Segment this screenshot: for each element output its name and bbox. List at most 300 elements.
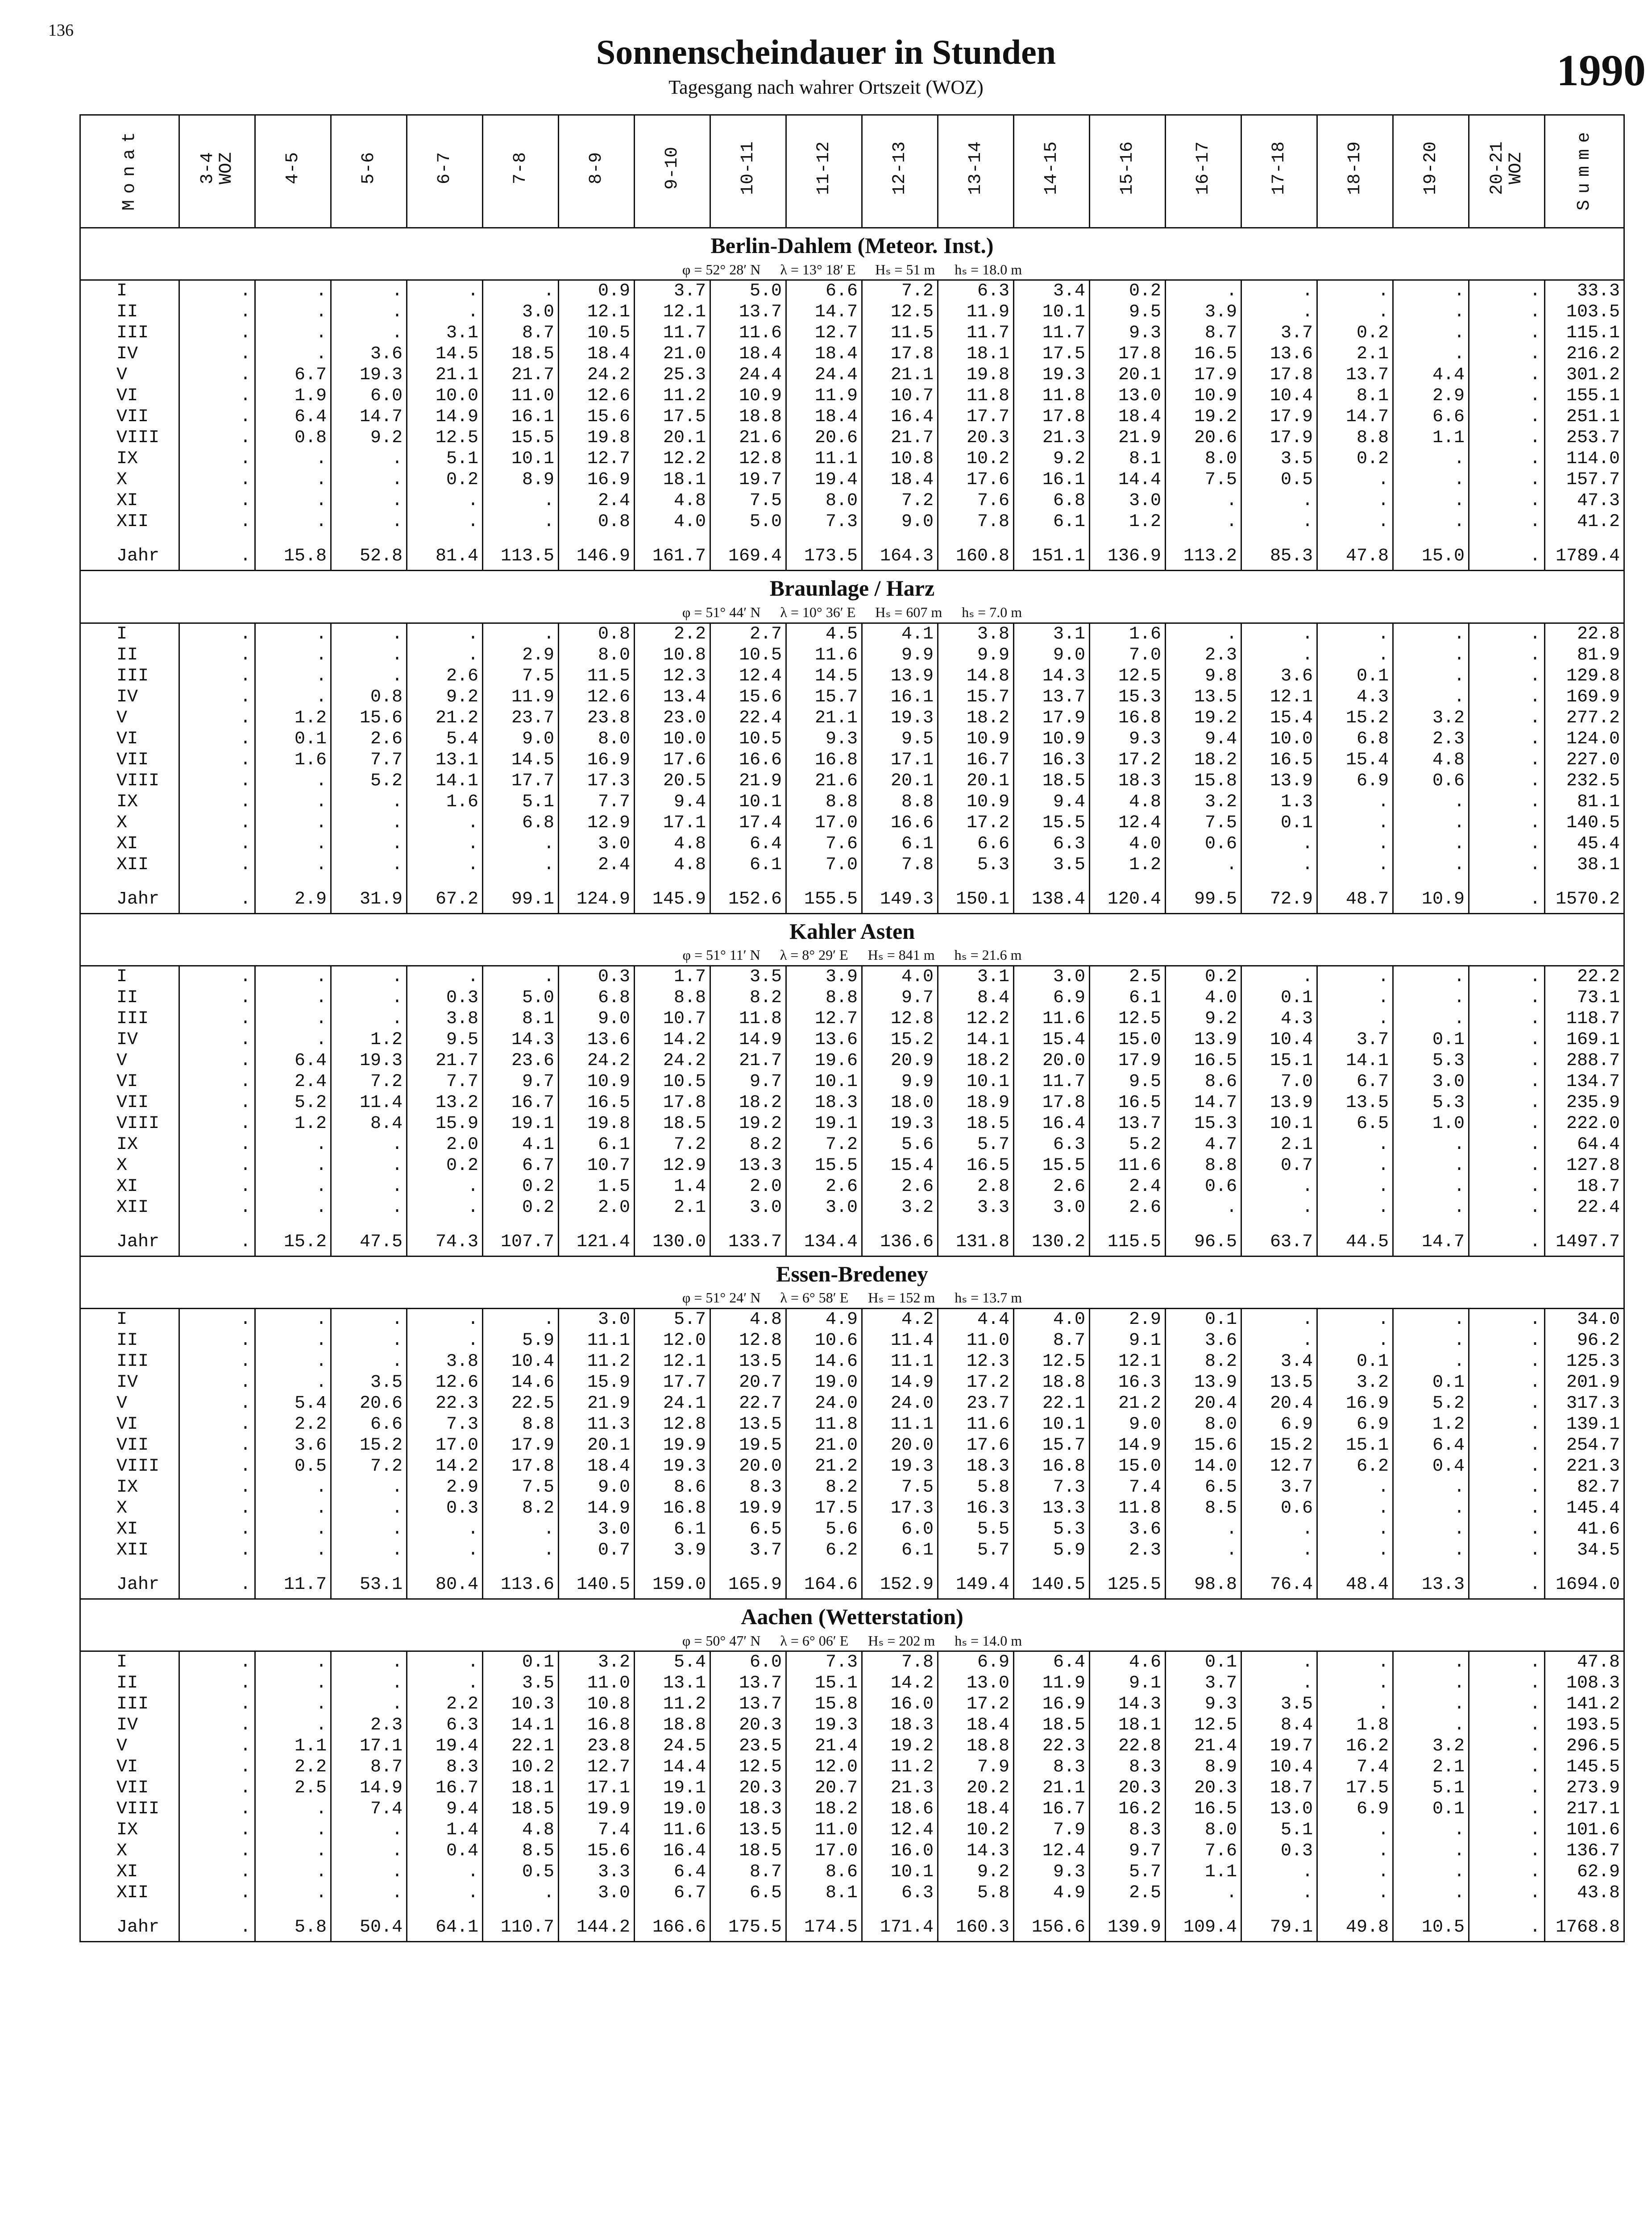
hour-cell: 3.0 bbox=[1090, 490, 1166, 511]
hour-cell: . bbox=[1469, 645, 1545, 666]
month-label: IX bbox=[80, 448, 179, 469]
hour-cell: 15.6 bbox=[1166, 1435, 1241, 1456]
hour-cell: 6.1 bbox=[559, 1134, 635, 1155]
hour-cell: 72.9 bbox=[1241, 886, 1317, 914]
hour-cell: . bbox=[179, 344, 255, 365]
hour-cell: 155.5 bbox=[786, 886, 862, 914]
hour-cell: 5.1 bbox=[1393, 1778, 1469, 1799]
hour-cell: 5.6 bbox=[862, 1134, 938, 1155]
hour-cell: . bbox=[483, 1519, 559, 1540]
hour-cell: 11.0 bbox=[559, 1673, 635, 1694]
spacer-cell bbox=[786, 532, 862, 543]
sum-cell: 227.0 bbox=[1545, 750, 1624, 771]
hour-cell: 31.9 bbox=[331, 886, 407, 914]
hour-cell: 8.4 bbox=[331, 1113, 407, 1134]
hour-cell: . bbox=[255, 1519, 331, 1540]
hour-cell: 18.5 bbox=[483, 344, 559, 365]
hour-cell: 11.6 bbox=[710, 323, 786, 344]
hour-cell: 9.3 bbox=[1090, 323, 1166, 344]
hour-cell: . bbox=[1393, 792, 1469, 813]
hour-cell: . bbox=[331, 1330, 407, 1351]
hour-cell: 15.4 bbox=[1014, 1029, 1090, 1050]
hour-cell: . bbox=[1469, 1540, 1545, 1561]
spacer-cell bbox=[1545, 1218, 1624, 1229]
hour-cell: 3.7 bbox=[1317, 1029, 1393, 1050]
month-row bbox=[80, 623, 1624, 645]
month-row bbox=[80, 1540, 1624, 1561]
hour-cell: . bbox=[1469, 1330, 1545, 1351]
hour-cell: 5.9 bbox=[1014, 1540, 1090, 1561]
hour-cell: 9.5 bbox=[862, 729, 938, 750]
sum-cell: 140.5 bbox=[1545, 813, 1624, 834]
hour-cell: 16.0 bbox=[862, 1694, 938, 1715]
hour-cell: 1.1 bbox=[1393, 427, 1469, 448]
sum-cell: 134.7 bbox=[1545, 1071, 1624, 1092]
station-lat: φ = 52° 28′ N bbox=[682, 261, 761, 278]
month-label: X bbox=[80, 813, 179, 834]
hour-cell: 140.5 bbox=[559, 1572, 635, 1599]
hour-cell: 13.5 bbox=[710, 1820, 786, 1841]
month-label: I bbox=[80, 1651, 179, 1673]
hour-cell: 15.7 bbox=[786, 687, 862, 708]
sum-cell: 129.8 bbox=[1545, 666, 1624, 687]
station-name: Berlin-Dahlem (Meteor. Inst.) bbox=[710, 233, 994, 258]
hour-cell: 13.5 bbox=[710, 1351, 786, 1372]
hour-cell: . bbox=[179, 302, 255, 323]
hour-cell: . bbox=[1166, 490, 1241, 511]
hour-cell: 22.3 bbox=[1014, 1736, 1090, 1757]
hour-cell: 17.5 bbox=[1317, 1778, 1393, 1799]
hour-cell: 17.3 bbox=[559, 771, 635, 792]
hour-cell: . bbox=[1317, 469, 1393, 490]
hour-cell: . bbox=[255, 302, 331, 323]
hour-cell: 11.2 bbox=[862, 1757, 938, 1778]
hour-cell: . bbox=[1469, 490, 1545, 511]
hour-cell: 4.8 bbox=[635, 834, 710, 854]
hour-cell: 24.2 bbox=[559, 1050, 635, 1071]
spacer-cell bbox=[1469, 1218, 1545, 1229]
hour-cell: . bbox=[1317, 511, 1393, 532]
hour-cell: 12.7 bbox=[786, 1008, 862, 1029]
hour-cell: . bbox=[179, 365, 255, 386]
jahr-label: Jahr bbox=[80, 1914, 179, 1942]
hour-cell: 2.9 bbox=[1090, 1309, 1166, 1331]
hour-cell: 9.5 bbox=[1090, 302, 1166, 323]
hour-cell: . bbox=[179, 1008, 255, 1029]
hour-cell: 8.6 bbox=[635, 1477, 710, 1498]
hour-cell: 10.3 bbox=[483, 1694, 559, 1715]
sum-cell: 254.7 bbox=[1545, 1435, 1624, 1456]
hour-cell: . bbox=[1469, 323, 1545, 344]
spacer-cell bbox=[635, 875, 710, 886]
hour-cell: . bbox=[1317, 1477, 1393, 1498]
hour-cell: 20.1 bbox=[862, 771, 938, 792]
hour-cell: . bbox=[1469, 1351, 1545, 1372]
hour-cell: 17.2 bbox=[938, 1694, 1014, 1715]
station-name: Kahler Asten bbox=[789, 918, 915, 944]
hour-cell: 0.6 bbox=[1166, 834, 1241, 854]
hour-cell: 3.1 bbox=[1014, 623, 1090, 645]
jahr-label: Jahr bbox=[80, 1572, 179, 1599]
hour-cell: 19.3 bbox=[862, 1113, 938, 1134]
hour-cell: . bbox=[255, 1309, 331, 1331]
hour-cell: 0.4 bbox=[407, 1841, 483, 1862]
hour-cell: 6.6 bbox=[331, 1414, 407, 1435]
hour-cell: . bbox=[255, 1651, 331, 1673]
hour-cell: 23.8 bbox=[559, 1736, 635, 1757]
spacer-cell bbox=[862, 1561, 938, 1572]
hour-cell: 6.9 bbox=[1317, 1414, 1393, 1435]
col-header-label: 17-18 bbox=[1269, 141, 1289, 195]
hour-cell: 18.3 bbox=[710, 1799, 786, 1820]
hour-cell: 47.8 bbox=[1317, 543, 1393, 571]
month-label: III bbox=[80, 1008, 179, 1029]
hour-cell: 10.5 bbox=[559, 323, 635, 344]
hour-cell: . bbox=[1393, 1651, 1469, 1673]
hour-cell: 0.2 bbox=[407, 469, 483, 490]
hour-cell: 15.0 bbox=[1090, 1029, 1166, 1050]
hour-cell: 18.1 bbox=[1090, 1715, 1166, 1736]
col-header-hour bbox=[1317, 115, 1393, 228]
spacer-cell bbox=[1393, 1903, 1469, 1914]
month-row bbox=[80, 1694, 1624, 1715]
hour-cell: 21.7 bbox=[407, 1050, 483, 1071]
hour-cell: . bbox=[1317, 1330, 1393, 1351]
hour-cell: . bbox=[1393, 666, 1469, 687]
hour-cell: 18.4 bbox=[938, 1715, 1014, 1736]
hour-cell: 14.9 bbox=[331, 1778, 407, 1799]
hour-cell: . bbox=[1241, 966, 1317, 987]
hour-cell: 1.2 bbox=[1393, 1414, 1469, 1435]
month-label: VIII bbox=[80, 1799, 179, 1820]
hour-cell: 107.7 bbox=[483, 1229, 559, 1256]
hour-cell: . bbox=[1393, 323, 1469, 344]
hour-cell: 15.6 bbox=[710, 687, 786, 708]
hour-cell: . bbox=[1241, 1673, 1317, 1694]
hour-cell: 2.1 bbox=[1317, 344, 1393, 365]
sum-cell: 169.9 bbox=[1545, 687, 1624, 708]
hour-cell: 0.2 bbox=[1317, 323, 1393, 344]
hour-cell: 18.2 bbox=[938, 1050, 1014, 1071]
hour-cell: 15.7 bbox=[1014, 1435, 1090, 1456]
hour-cell: 8.0 bbox=[559, 729, 635, 750]
hour-cell: . bbox=[1469, 854, 1545, 875]
hour-cell: 5.2 bbox=[255, 1092, 331, 1113]
spacer-cell bbox=[80, 1561, 179, 1572]
hour-cell: 16.5 bbox=[1166, 1799, 1241, 1820]
month-label: IV bbox=[80, 687, 179, 708]
hour-cell: . bbox=[255, 1351, 331, 1372]
spacer-cell bbox=[862, 875, 938, 886]
hour-cell: 8.7 bbox=[710, 1862, 786, 1883]
hour-cell: . bbox=[179, 1883, 255, 1903]
hour-cell: . bbox=[179, 1134, 255, 1155]
spacer-cell bbox=[635, 1218, 710, 1229]
hour-cell: . bbox=[1469, 1029, 1545, 1050]
hour-cell: 5.2 bbox=[1090, 1134, 1166, 1155]
month-row bbox=[80, 1477, 1624, 1498]
hour-cell: 14.3 bbox=[1014, 666, 1090, 687]
hour-cell: 14.9 bbox=[862, 1372, 938, 1393]
hour-cell: 2.2 bbox=[255, 1757, 331, 1778]
hour-cell: 99.1 bbox=[483, 886, 559, 914]
sum-cell: 81.9 bbox=[1545, 645, 1624, 666]
hour-cell: . bbox=[1393, 490, 1469, 511]
hour-cell: 6.5 bbox=[710, 1883, 786, 1903]
hour-cell: 17.2 bbox=[1090, 750, 1166, 771]
month-row bbox=[80, 448, 1624, 469]
station-coordinates bbox=[81, 1633, 1623, 1649]
hour-cell: 4.3 bbox=[1317, 687, 1393, 708]
month-row bbox=[80, 1673, 1624, 1694]
col-header-label: 10-11 bbox=[738, 141, 758, 195]
hour-cell: 48.7 bbox=[1317, 886, 1393, 914]
hour-cell: 1.4 bbox=[635, 1176, 710, 1197]
hour-cell: 19.2 bbox=[1166, 708, 1241, 729]
hour-cell: 0.8 bbox=[559, 623, 635, 645]
hour-cell: 80.4 bbox=[407, 1572, 483, 1599]
hour-cell: . bbox=[179, 1071, 255, 1092]
hour-cell: . bbox=[1469, 750, 1545, 771]
hour-cell: 2.1 bbox=[1241, 1134, 1317, 1155]
hour-cell: . bbox=[331, 854, 407, 875]
hour-cell: . bbox=[1469, 886, 1545, 914]
hour-cell: . bbox=[255, 687, 331, 708]
hour-cell: 7.6 bbox=[938, 490, 1014, 511]
hour-cell: . bbox=[1469, 1820, 1545, 1841]
hour-cell: 12.8 bbox=[710, 448, 786, 469]
hour-cell: . bbox=[179, 1113, 255, 1134]
hour-cell: . bbox=[331, 1309, 407, 1331]
hour-cell: 20.3 bbox=[938, 427, 1014, 448]
hour-cell: . bbox=[1317, 987, 1393, 1008]
hour-cell: 16.5 bbox=[1166, 1050, 1241, 1071]
hour-cell: 16.2 bbox=[1317, 1736, 1393, 1757]
hour-cell: 113.2 bbox=[1166, 543, 1241, 571]
hour-cell: 8.7 bbox=[1166, 323, 1241, 344]
hour-cell: . bbox=[407, 1309, 483, 1331]
hour-cell: 11.8 bbox=[710, 1008, 786, 1029]
hour-cell: . bbox=[1317, 1008, 1393, 1029]
sum-cell: 73.1 bbox=[1545, 987, 1624, 1008]
hour-cell: 2.6 bbox=[862, 1176, 938, 1197]
hour-cell: 4.1 bbox=[862, 623, 938, 645]
hour-cell: 11.1 bbox=[786, 448, 862, 469]
hour-cell: 10.1 bbox=[710, 792, 786, 813]
hour-cell: 165.9 bbox=[710, 1572, 786, 1599]
hour-cell: 12.8 bbox=[862, 1008, 938, 1029]
hour-cell: 12.8 bbox=[635, 1414, 710, 1435]
hour-cell: 16.5 bbox=[1090, 1092, 1166, 1113]
hour-cell: 3.9 bbox=[786, 966, 862, 987]
hour-cell: 2.3 bbox=[1393, 729, 1469, 750]
hour-cell: 14.7 bbox=[786, 302, 862, 323]
hour-cell: 2.4 bbox=[1090, 1176, 1166, 1197]
spacer-cell bbox=[255, 875, 331, 886]
hour-cell: 19.2 bbox=[862, 1736, 938, 1757]
hour-cell: 6.7 bbox=[483, 1155, 559, 1176]
hour-cell: 16.7 bbox=[407, 1778, 483, 1799]
hour-cell: . bbox=[179, 1351, 255, 1372]
col-header-label: 19-20 bbox=[1420, 141, 1441, 195]
hour-cell: 3.9 bbox=[1166, 302, 1241, 323]
hour-cell: . bbox=[483, 854, 559, 875]
hour-cell: 0.2 bbox=[1317, 448, 1393, 469]
hour-cell: 7.2 bbox=[331, 1071, 407, 1092]
month-label: X bbox=[80, 1155, 179, 1176]
hour-cell: 7.2 bbox=[635, 1134, 710, 1155]
hour-cell: 8.1 bbox=[1090, 448, 1166, 469]
hour-cell: 20.6 bbox=[786, 427, 862, 448]
spacer-cell bbox=[559, 532, 635, 543]
hour-cell: . bbox=[179, 1862, 255, 1883]
hour-cell: . bbox=[1393, 280, 1469, 302]
spacer-cell bbox=[938, 1218, 1014, 1229]
hour-cell: 6.1 bbox=[862, 1540, 938, 1561]
hour-cell: 7.2 bbox=[862, 280, 938, 302]
hour-cell: 5.2 bbox=[331, 771, 407, 792]
sum-cell: 139.1 bbox=[1545, 1414, 1624, 1435]
hour-cell: 0.3 bbox=[1241, 1841, 1317, 1862]
month-row bbox=[80, 1197, 1624, 1218]
hour-cell: . bbox=[255, 854, 331, 875]
hour-cell: . bbox=[331, 302, 407, 323]
hour-cell: . bbox=[1393, 1820, 1469, 1841]
hour-cell: 9.0 bbox=[559, 1008, 635, 1029]
hour-cell: 3.0 bbox=[1014, 966, 1090, 987]
hour-cell: . bbox=[1241, 854, 1317, 875]
spacer-cell bbox=[1545, 532, 1624, 543]
sunshine-table bbox=[79, 114, 1625, 1942]
hour-cell: 14.6 bbox=[786, 1351, 862, 1372]
spacer-cell bbox=[483, 1561, 559, 1572]
hour-cell: 10.5 bbox=[710, 645, 786, 666]
hour-cell: . bbox=[255, 1155, 331, 1176]
hour-cell: . bbox=[331, 987, 407, 1008]
hour-cell: 13.9 bbox=[1241, 771, 1317, 792]
hour-cell: 8.7 bbox=[331, 1757, 407, 1778]
spacer-cell bbox=[1090, 1903, 1166, 1914]
hour-cell: 9.7 bbox=[483, 1071, 559, 1092]
hour-cell: . bbox=[1469, 386, 1545, 406]
col-header-hour bbox=[255, 115, 331, 228]
hour-cell: 175.5 bbox=[710, 1914, 786, 1942]
hour-cell: 6.3 bbox=[1014, 834, 1090, 854]
hour-cell: 10.7 bbox=[635, 1008, 710, 1029]
month-label: I bbox=[80, 623, 179, 645]
month-row bbox=[80, 1519, 1624, 1540]
hour-cell: 11.3 bbox=[559, 1414, 635, 1435]
spacer-cell bbox=[80, 1218, 179, 1229]
month-row bbox=[80, 490, 1624, 511]
hour-cell: 20.1 bbox=[559, 1435, 635, 1456]
hour-cell: 19.2 bbox=[710, 1113, 786, 1134]
hour-cell: 8.8 bbox=[483, 1414, 559, 1435]
hour-cell: . bbox=[1393, 813, 1469, 834]
hour-cell: 9.0 bbox=[559, 1477, 635, 1498]
sum-cell: 288.7 bbox=[1545, 1050, 1624, 1071]
hour-cell: 18.4 bbox=[786, 344, 862, 365]
hour-cell: 1.2 bbox=[1090, 511, 1166, 532]
hour-cell: 0.3 bbox=[407, 987, 483, 1008]
hour-cell: 8.0 bbox=[1166, 448, 1241, 469]
hour-cell: 6.4 bbox=[710, 834, 786, 854]
hour-cell: 14.7 bbox=[331, 406, 407, 427]
month-row bbox=[80, 386, 1624, 406]
hour-cell: 3.5 bbox=[710, 966, 786, 987]
hour-cell: 10.9 bbox=[1393, 886, 1469, 914]
month-row bbox=[80, 1050, 1624, 1071]
hour-cell: 11.8 bbox=[786, 1414, 862, 1435]
sum-cell: 317.3 bbox=[1545, 1393, 1624, 1414]
hour-cell: 17.1 bbox=[559, 1778, 635, 1799]
hour-cell: 5.1 bbox=[407, 448, 483, 469]
month-label: IV bbox=[80, 1715, 179, 1736]
hour-cell: 8.3 bbox=[710, 1477, 786, 1498]
hour-cell: 11.6 bbox=[786, 645, 862, 666]
hour-cell: 24.0 bbox=[786, 1393, 862, 1414]
month-label: XII bbox=[80, 1197, 179, 1218]
hour-cell: 10.7 bbox=[559, 1155, 635, 1176]
hour-cell: 14.5 bbox=[407, 344, 483, 365]
hour-cell: 17.9 bbox=[1241, 406, 1317, 427]
spacer-cell bbox=[635, 1561, 710, 1572]
spacer-cell bbox=[483, 532, 559, 543]
hour-cell: . bbox=[407, 511, 483, 532]
hour-cell: 17.7 bbox=[483, 771, 559, 792]
hour-cell: 12.1 bbox=[1241, 687, 1317, 708]
hour-cell: . bbox=[1393, 1694, 1469, 1715]
month-label: XII bbox=[80, 511, 179, 532]
month-row bbox=[80, 1715, 1624, 1736]
hour-cell: 9.0 bbox=[862, 511, 938, 532]
hour-cell: 13.7 bbox=[1014, 687, 1090, 708]
hour-cell: 13.9 bbox=[862, 666, 938, 687]
hour-cell: 13.9 bbox=[1241, 1092, 1317, 1113]
hour-cell: 13.9 bbox=[1166, 1372, 1241, 1393]
hour-cell: . bbox=[407, 1540, 483, 1561]
spacer-cell bbox=[786, 1218, 862, 1229]
hour-cell: . bbox=[331, 323, 407, 344]
hour-cell: 4.9 bbox=[1014, 1883, 1090, 1903]
hour-cell: 6.5 bbox=[1166, 1477, 1241, 1498]
spacer-cell bbox=[1014, 1561, 1090, 1572]
spacer-cell bbox=[1241, 532, 1317, 543]
hour-cell: 4.8 bbox=[635, 854, 710, 875]
col-header-hour bbox=[331, 115, 407, 228]
hour-cell: 5.3 bbox=[1014, 1519, 1090, 1540]
hour-cell: 18.8 bbox=[710, 406, 786, 427]
hour-cell: . bbox=[1166, 511, 1241, 532]
hour-cell: 3.0 bbox=[559, 834, 635, 854]
hour-cell: . bbox=[1393, 1155, 1469, 1176]
hour-cell: . bbox=[1317, 1841, 1393, 1862]
sum-cell: 222.0 bbox=[1545, 1113, 1624, 1134]
hour-cell: 21.0 bbox=[635, 344, 710, 365]
hour-cell: 17.0 bbox=[786, 813, 862, 834]
hour-cell: 11.2 bbox=[635, 1694, 710, 1715]
month-label: XI bbox=[80, 1862, 179, 1883]
month-label: XI bbox=[80, 1519, 179, 1540]
hour-cell: 6.7 bbox=[635, 1883, 710, 1903]
hour-cell: . bbox=[255, 344, 331, 365]
hour-cell: 1.1 bbox=[255, 1736, 331, 1757]
sum-cell: 45.4 bbox=[1545, 834, 1624, 854]
hour-cell: 2.6 bbox=[1090, 1197, 1166, 1218]
hour-cell: 20.0 bbox=[862, 1435, 938, 1456]
month-label: XII bbox=[80, 1883, 179, 1903]
hour-cell: 12.3 bbox=[635, 666, 710, 687]
